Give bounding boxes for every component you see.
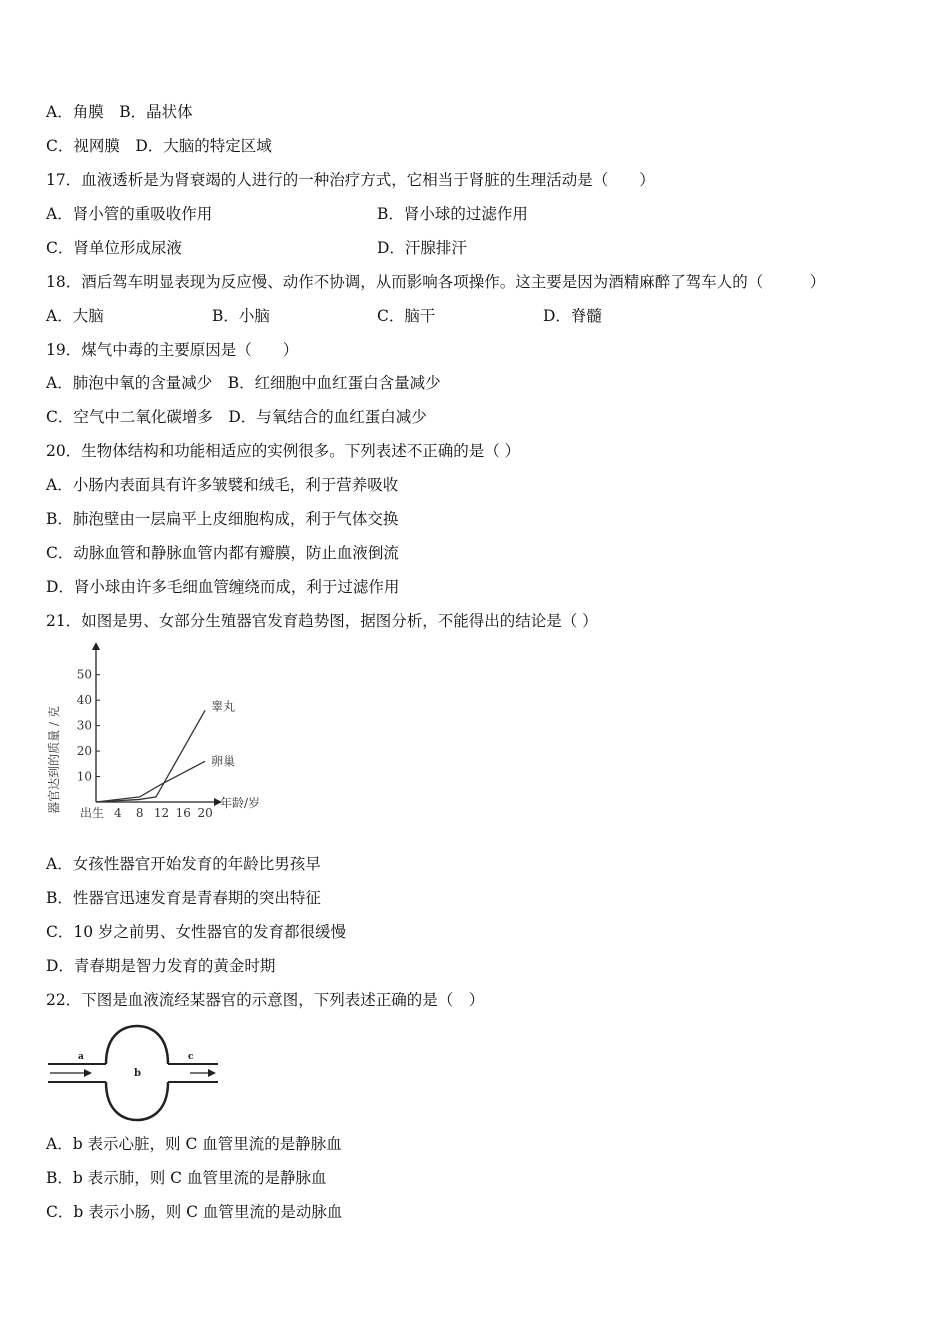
development-chart: [44, 640, 284, 830]
x-tick-label: 12: [153, 806, 170, 820]
q16-options-ab: A．角膜 B．晶状体: [46, 103, 193, 121]
chart-axes: [92, 642, 222, 806]
x-tick-label: 4: [113, 806, 122, 820]
series-label-ovary: 卵巢: [211, 754, 236, 769]
series-line-ovary: [96, 761, 205, 802]
q21-option-c: C．10 岁之前男、女性器官的发育都很缓慢: [46, 923, 347, 941]
q16-options-cd: C．视网膜 D．大脑的特定区域: [46, 137, 272, 155]
q17-option-c: C．肾单位形成尿液: [46, 239, 182, 257]
y-tick-label: 20: [76, 744, 92, 759]
q18-stem: 18．酒后驾车明显表现为反应慢、动作不协调，从而影响各项操作。这主要是因为酒精麻醉了驾车人的（ ）: [46, 273, 826, 291]
y-tick-label: 10: [76, 769, 92, 784]
series-line-testis: [96, 710, 205, 802]
y-tick-label: 40: [76, 693, 92, 708]
series-label-testis: 睾丸: [211, 699, 236, 714]
y-axis-arrow: [92, 642, 100, 650]
chart-xlabel: 年龄/岁: [220, 796, 261, 810]
q17-option-b: B．肾小球的过滤作用: [377, 205, 528, 223]
chart-ylabel: 器官达到的质量 / 克: [47, 706, 61, 814]
label-c: c: [188, 1052, 194, 1062]
q20-option-b: B．肺泡壁由一层扁平上皮细胞构成，利于气体交换: [46, 510, 399, 528]
q18-option-b: B．小脑: [212, 307, 270, 325]
x-tick-label: 16: [175, 806, 191, 820]
q21-option-d: D．青春期是智力发育的黄金时期: [46, 957, 276, 975]
flow-arrow-in: [50, 1069, 92, 1077]
q19-options-cd: C．空气中二氧化碳增多 D．与氧结合的血红蛋白减少: [46, 408, 427, 426]
chart-origin-label: 出生: [80, 806, 105, 820]
y-tick-label: 50: [76, 667, 92, 682]
q20-stem: 20．生物体结构和功能相适应的实例很多。下列表述不正确的是（ ）: [46, 442, 521, 460]
q21-option-a: A．女孩性器官开始发育的年龄比男孩早: [46, 855, 321, 873]
q17-option-d: D．汗腺排汗: [377, 239, 467, 257]
q22-stem: 22．下图是血液流经某器官的示意图，下列表述正确的是（ ）: [46, 991, 485, 1009]
y-tick-label: 30: [76, 718, 92, 733]
label-a: a: [78, 1052, 84, 1062]
q17-stem: 17．血液透析是为肾衰竭的人进行的一种治疗方式，它相当于肾脏的生理活动是（ ）: [46, 171, 655, 189]
q18-option-c: C．脑干: [377, 307, 436, 325]
q18-option-a: A．大脑: [46, 307, 104, 325]
q21-stem: 21．如图是男、女部分生殖器官发育趋势图，据图分析，不能得出的结论是（ ）: [46, 612, 598, 630]
q18-option-d: D．脊髓: [543, 307, 602, 325]
blood-flow-diagram: [44, 1022, 224, 1126]
q20-option-d: D．肾小球由许多毛细血管缠绕而成，利于过滤作用: [46, 578, 400, 596]
q21-option-b: B．性器官迅速发育是青春期的突出特征: [46, 889, 321, 907]
q22-option-c: C．b 表示小肠，则 C 血管里流的是动脉血: [46, 1203, 343, 1221]
flow-arrow-out: [190, 1069, 216, 1077]
q17-option-a: A．肾小管的重吸收作用: [46, 205, 213, 223]
chart-x-ticks: [114, 806, 213, 820]
x-tick-label: 8: [135, 806, 144, 820]
q19-options-ab: A．肺泡中氧的含量减少 B．红细胞中血红蛋白含量减少: [46, 374, 441, 392]
q22-option-b: B．b 表示肺，则 C 血管里流的是静脉血: [46, 1169, 327, 1187]
q20-option-c: C．动脉血管和静脉血管内都有瓣膜，防止血液倒流: [46, 544, 399, 562]
q20-option-a: A．小肠内表面具有许多皱襞和绒毛，利于营养吸收: [46, 476, 399, 494]
x-tick-label: 20: [197, 806, 213, 820]
chart-series: [96, 698, 235, 802]
q19-stem: 19．煤气中毒的主要原因是（ ）: [46, 341, 299, 359]
label-b: b: [134, 1068, 141, 1079]
q22-option-a: A．b 表示心脏，则 C 血管里流的是静脉血: [46, 1135, 342, 1153]
